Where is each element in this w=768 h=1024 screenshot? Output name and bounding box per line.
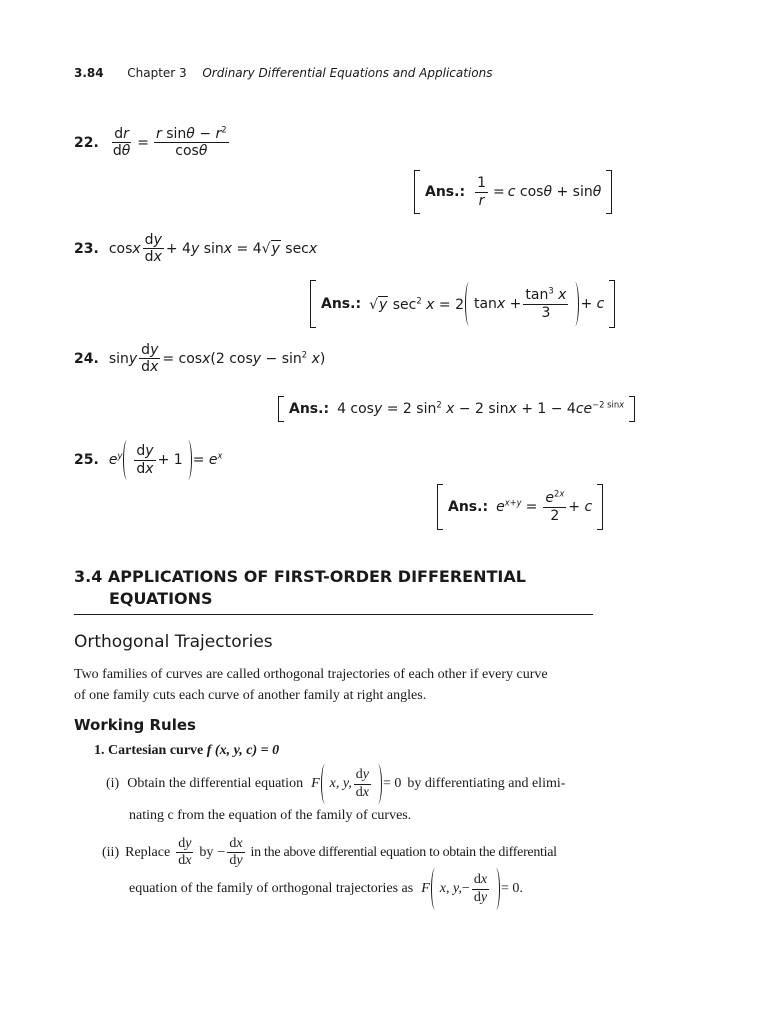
subsection-title: Orthogonal Trajectories [74, 632, 273, 652]
step-i: (i) Obtain the differential equation F x, y, $\frac{dy}{dx}$ = 0 by differentiating and elimi- [106, 764, 565, 804]
problem-number: 23. [74, 240, 99, 257]
subsection-paragraph [74, 664, 548, 706]
step-i-text-c: nating c from the equation of the family of curves. [129, 808, 412, 823]
paragraph-line-1: Two families of curves are called orthogonal trajectories of each other if every curve [74, 667, 548, 682]
page-number: 3.84 [74, 66, 104, 80]
problem-23: 23. cosx $\frac{dy}{dx}$ + 4y sinx = 4√y secx [74, 232, 318, 266]
section-title-line1: APPLICATIONS OF FIRST-ORDER DIFFERENTIAL [107, 567, 526, 586]
step-ii: (ii) Replace $\frac{dy}{dx}$ by − $\frac{dx}{dy}$ in the above differential equation to obtain the differential [102, 836, 557, 869]
step-ii-continued: equation of the family of orthogonal trajectories as F x, y, − $\frac{dx}{dy}$ = 0. [129, 868, 523, 910]
rule-1-label: 1. Cartesian curve [94, 743, 204, 758]
chapter-label: Chapter 3 [127, 66, 187, 80]
problem-number: 22. [74, 134, 99, 151]
section-heading [74, 566, 526, 610]
step-ii-text-b: by [199, 844, 214, 860]
paragraph-line-2: of one family cuts each curve of another family at right angles. [74, 688, 427, 703]
step-ii-label: (ii) [102, 844, 120, 860]
answer-25: Ans.: $e^{x+y}$ = $\frac{e^{2x}}{2}$ + c [437, 484, 603, 530]
answer-24: Ans.: 4 cosy = 2 $\sin^2 x - 2$ $\sin x + 1 - 4ce^{-2 sinx}$ [278, 396, 635, 422]
problem-25: 25. $e^y$ $\frac{dy}{dx}$ + 1 = $e^x$ [74, 440, 222, 480]
answer-label: Ans.: [289, 401, 330, 417]
answer-23: Ans.: √y $\sec^2 x = 2$ tanx + $\frac{\tan^3 x}{3}$ + c [310, 280, 615, 328]
step-ii-text-d: equation of the family of orthogonal trajectories as [129, 881, 414, 896]
answer-label: Ans.: [448, 499, 489, 515]
step-i-text-b: by differentiating and elimi- [407, 776, 566, 791]
rule-1-heading [94, 743, 279, 759]
problem-22: 22. $\frac{dr}{d\theta}$ = $\frac{r \sin\theta - r^2}{\cos\theta}$ [74, 124, 227, 160]
answer-22: Ans.: $\frac{1}{r}$ = c cosθ + sinθ [414, 170, 612, 214]
answer-label: Ans.: [425, 184, 466, 200]
problem-number: 25. [74, 452, 99, 468]
chapter-title: Ordinary Differential Equations and Applications [202, 66, 493, 80]
section-number: 3.4 [74, 567, 103, 586]
running-header [74, 66, 492, 80]
section-divider [74, 614, 593, 615]
step-i-label: (i) [106, 776, 120, 791]
step-ii-text-a: Replace [125, 844, 171, 860]
problem-24: 24. siny $\frac{dy}{dx}$ = cosx(2 $\cos y - \sin^2 x$) [74, 342, 326, 376]
step-ii-text-c: in the above differential equation to obtain the differential [250, 844, 557, 860]
working-rules-title: Working Rules [74, 716, 196, 734]
answer-label: Ans.: [321, 296, 362, 312]
rule-1-equation: f (x, y, c) = 0 [206, 743, 280, 758]
problem-number: 24. [74, 350, 99, 367]
step-i-text-a: Obtain the differential equation [127, 776, 304, 791]
section-title-line2: EQUATIONS [109, 589, 213, 608]
